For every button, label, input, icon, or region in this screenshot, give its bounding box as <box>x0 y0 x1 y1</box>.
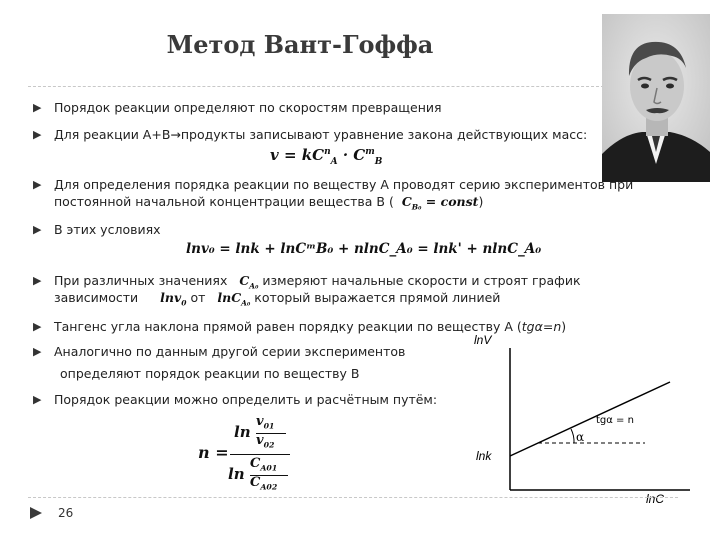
bullet-arrow-icon: ▶ <box>33 128 42 141</box>
bullet-arrow-icon: ▶ <box>33 223 42 236</box>
lnv-symbol: lnv$_0$ <box>160 290 187 308</box>
bullet-text: Порядок реакции можно определить и расчётным путём: <box>54 392 438 407</box>
bullet-text-continuation: определяют порядок реакции по веществу B <box>60 366 360 381</box>
portrait-photo <box>602 14 710 182</box>
bullet-text: В этих условиях <box>54 222 161 237</box>
footer-divider <box>28 497 678 498</box>
bullet-text-continuation: зависимости lnv$_0$ от lnC$_{A_0}$ который выражается прямой линией <box>54 290 501 308</box>
cb-const-formula: $C_{B_0}$ = const <box>401 194 479 212</box>
bullet-arrow-icon: ▶ <box>33 320 42 333</box>
bullet-text: Аналогично по данным другой серии экспериментов <box>54 344 406 359</box>
bullet-arrow-icon: ▶ <box>33 345 42 358</box>
bullet-arrow-icon: ▶ <box>33 274 42 287</box>
order-fraction-formula: n = ln $v_{01}$ $v_{02}$ ln $C_{A01}$ $C_{A02}$ <box>198 414 318 494</box>
page-title: Метод Вант-Гоффа <box>166 30 434 59</box>
y-axis-label: lnV <box>474 333 492 347</box>
bullet-text-continuation: постоянной начальной концентрации вещества B ( $C_{B_0}$ = const) <box>54 194 484 212</box>
regression-line <box>510 382 670 456</box>
page-arrow-icon <box>28 505 48 521</box>
title-divider <box>28 86 604 87</box>
page-number: 26 <box>58 506 74 520</box>
bullet-arrow-icon: ▶ <box>33 101 42 114</box>
bullet-text: Для определения порядка реакции по веществу A проводят серию экспериментов при <box>54 177 634 192</box>
bullet-text: Тангенс угла наклона прямой равен порядку реакции по веществу A (tgα=n) <box>54 319 567 334</box>
bullet-arrow-icon: ▶ <box>33 393 42 406</box>
x-axis-label: lnC <box>646 492 665 505</box>
ca-symbol: $C_{A_0}$ <box>239 273 259 291</box>
bullet-text: При различных значениях $C_{A_0}$ измеряют начальные скорости и строят график <box>54 273 581 291</box>
intercept-label: lnk <box>476 449 492 463</box>
bullet-text: Порядок реакции определяют по скоростям превращения <box>54 100 442 115</box>
ln-graph <box>470 330 710 505</box>
angle-label: α <box>576 430 585 444</box>
rate-law-formula: $v = kC^n_A \cdot C^m_B$ <box>270 146 383 167</box>
angle-arc <box>571 429 574 443</box>
slope-label: tgα = n <box>596 415 634 426</box>
bullet-arrow-icon: ▶ <box>33 178 42 191</box>
log-rate-formula: lnv₀ = lnk + lnCᵐB₀ + nlnC_A₀ = lnk' + nlnC_A₀ <box>186 241 542 257</box>
bullet-text: Для реакции A+B→продукты записывают уравнение закона действующих масс: <box>54 127 588 142</box>
lnc-symbol: lnC$_{A_0}$ <box>217 290 251 308</box>
